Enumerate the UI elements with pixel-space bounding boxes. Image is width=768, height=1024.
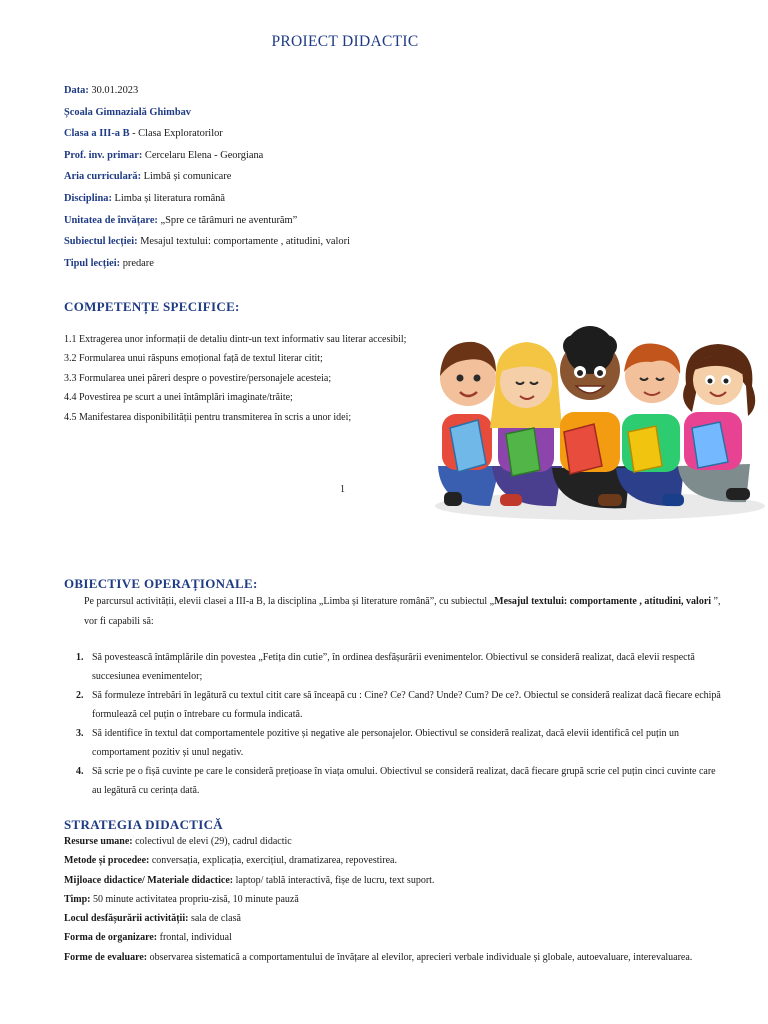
competenta-item: 4.5 Manifestarea disponibilității pentru transmiterea în scris a unor idei; xyxy=(64,411,352,423)
competenta-item: 3.2 Formularea unui răspuns emoțional față de textul literar citit; xyxy=(64,353,323,365)
competente-heading: COMPETENȚE SPECIFICE: xyxy=(64,299,240,314)
meta-label: Subiectul lecției: xyxy=(64,236,138,248)
meta-label: Școala Gimnazială Ghimbav xyxy=(64,106,192,118)
intro-text: Pe parcursul activității, elevii clasei a III-a B, la disciplina „Limba și literature română”, cu subiectul „ xyxy=(84,596,495,607)
meta-label: Data: xyxy=(64,85,89,96)
strategia-row xyxy=(64,871,714,890)
meta-value: 30.01.2023 xyxy=(88,85,139,96)
strategia-value: frontal, individual xyxy=(157,932,232,944)
obiectiv-number: 3. xyxy=(76,728,84,739)
page-number: 1 xyxy=(340,484,345,495)
meta-lesson-type xyxy=(64,255,704,277)
meta-value: Cercelaru Elena - Georgiana xyxy=(142,149,264,161)
obiectiv-number: 1. xyxy=(76,652,84,663)
meta-lesson-subject xyxy=(64,233,704,255)
obiective-intro xyxy=(84,592,734,631)
meta-value: predare xyxy=(120,257,154,269)
meta-learning-unit xyxy=(64,212,704,234)
obiectiv-number: 4. xyxy=(76,766,84,777)
meta-value: Mesajul textului: comportamente , atitudini, valori xyxy=(137,236,350,248)
strategia-value: 50 minute activitatea propriu-zisă, 10 minute pauză xyxy=(90,893,299,905)
obiectiv-text: Să formuleze întrebări în legătură cu textul citit care să înceapă cu : Cine? Ce? Cand? Unde? Cum? De ce?. Obiectul se consideră realizat dacă fiecare echipă formulează cel puțin o întrebare cu formula indicată. xyxy=(92,690,721,720)
intro-subject: Mesajul textului: comportamente , atitudini, valori xyxy=(494,596,712,607)
meta-curricular-area xyxy=(64,168,704,190)
meta-value: Limbă și comunicare xyxy=(141,171,232,183)
strategia-label: Forma de organizare: xyxy=(64,932,158,944)
strategia-row xyxy=(64,851,714,870)
obiective-heading: OBIECTIVE OPERAȚIONALE: xyxy=(64,576,258,591)
strategia-row xyxy=(64,948,714,967)
strategia-value: laptop/ tablă interactivă, fișe de lucru, text suport. xyxy=(233,874,435,886)
meta-label: Aria curriculară: xyxy=(64,171,142,183)
strategia-row xyxy=(64,909,714,928)
obiectiv-number: 2. xyxy=(76,690,84,701)
strategia-row xyxy=(64,832,714,851)
meta-value: - Clasa Exploratorilor xyxy=(129,128,223,140)
meta-discipline xyxy=(64,190,704,212)
lesson-metadata xyxy=(64,82,704,276)
intro-text-end: ”, vor fi capabili să: xyxy=(84,596,721,627)
strategia-heading: STRATEGIA DIDACTICĂ xyxy=(64,817,223,832)
meta-label: Tipul lecției: xyxy=(64,257,121,269)
obiectiv-item xyxy=(72,762,722,800)
strategia-label: Forme de evaluare: xyxy=(64,951,148,963)
children-reading-illustration xyxy=(430,316,768,524)
strategia-value: sala de clasă xyxy=(188,913,241,925)
strategia-label: Mijloace didactice/ Materiale didactice: xyxy=(64,874,234,886)
obiectiv-text: Să scrie pe o fișă cuvinte pe care le consideră prețioase în viața omului. Obiectivul se consideră realizat, dacă fiecare grupă scrie cel puțin cinci cuvinte care au legătură cu cerința dată. xyxy=(92,766,716,796)
obiective-list xyxy=(72,648,722,800)
strategia-value: colectivul de elevi (29), cadrul didactic xyxy=(132,836,292,847)
obiectiv-text: Să povestească întâmplările din povestea „Fetița din cutie”, în ordinea desfășurării evenimentelor. Obiectivul se consideră realizat, dacă elevii respectă succesiunea evenimentelor; xyxy=(92,652,695,682)
competente-list xyxy=(64,332,484,429)
strategia-value: conversația, explicația, exercițiul, dramatizarea, repovestirea. xyxy=(149,855,397,867)
competenta-item: 1.1 Extragerea unor informații de detaliu dintr-un text informativ sau literar accesibil; xyxy=(64,334,407,345)
strategia-row xyxy=(64,928,714,947)
meta-class xyxy=(64,125,704,147)
meta-value: „Spre ce tărâmuri ne aventurăm” xyxy=(157,214,298,226)
meta-value: Limba și literatura română xyxy=(111,192,226,204)
meta-date xyxy=(64,82,704,104)
meta-school xyxy=(64,104,704,126)
document-title: PROIECT DIDACTIC xyxy=(271,33,419,50)
obiectiv-text: Să identifice în textul dat comportamentele pozitive și negative ale personajelor. Obiectivul se consideră realizat, dacă elevii identifică cel puțin un comportament pozitiv și unul negativ. xyxy=(92,728,679,758)
meta-label: Disciplina: xyxy=(64,192,112,204)
meta-label: Clasa a III-a B xyxy=(64,128,130,140)
strategia-label: Locul desfășurării activității: xyxy=(64,913,189,925)
strategia-label: Resurse umane: xyxy=(64,836,133,847)
obiectiv-item xyxy=(72,724,722,762)
meta-teacher xyxy=(64,147,704,169)
strategia-list xyxy=(64,832,714,967)
competenta-item: 3.3 Formularea unei păreri despre o povestire/personajele acesteia; xyxy=(64,372,332,384)
strategia-label: Timp: xyxy=(64,893,91,905)
obiectiv-item xyxy=(72,686,722,724)
meta-label: Prof. inv. primar: xyxy=(64,149,143,161)
obiectiv-item xyxy=(72,648,722,686)
strategia-value: observarea sistematică a comportamentului de învățare al elevilor, aprecieri verbale individuale și globale, autoevaluare, interevaluarea. xyxy=(147,951,693,963)
strategia-label: Metode și procedee: xyxy=(64,855,150,867)
competenta-item: 4.4 Povestirea pe scurt a unei întâmplări imaginate/trăite; xyxy=(64,392,293,404)
meta-label: Unitatea de învățare: xyxy=(64,214,158,226)
strategia-row xyxy=(64,890,714,909)
